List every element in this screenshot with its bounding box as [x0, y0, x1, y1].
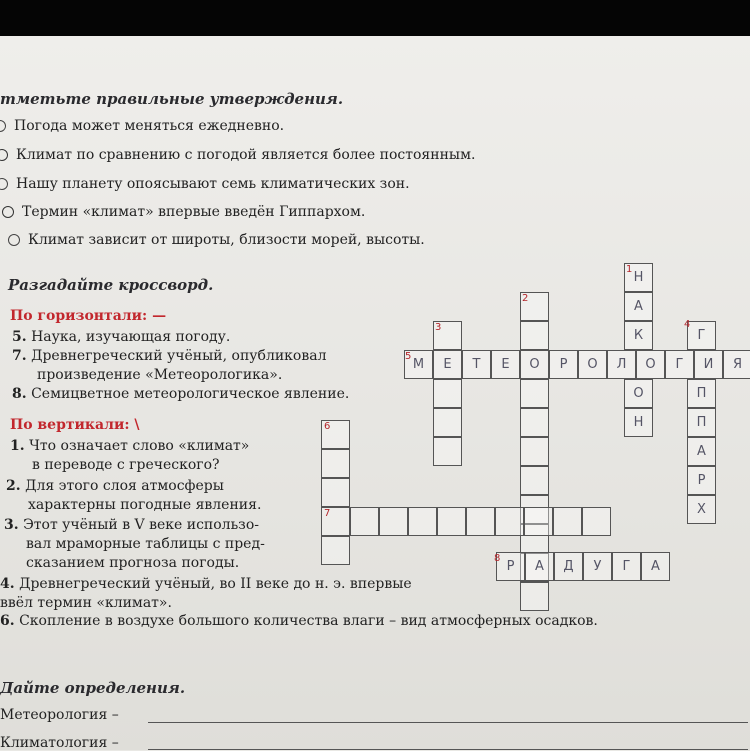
clue-number: 2 — [522, 293, 529, 304]
crossword-cell[interactable] — [321, 536, 350, 565]
crossword-cell[interactable]: Г — [612, 552, 641, 581]
definitions-heading: Дайте определения. — [0, 679, 186, 697]
clue: 2. Для этого слоя атмосферы — [6, 478, 224, 494]
clue-number: 6 — [324, 421, 331, 432]
clue-number: 1 — [626, 264, 633, 275]
definition-label: Климатология – — [0, 735, 119, 751]
crossword-cell[interactable] — [524, 507, 553, 536]
clue-number: 7 — [324, 508, 331, 519]
horizontal-title: По горизонтали: — — [10, 308, 167, 324]
clue-continued: сказанием прогноза погоды. — [26, 555, 240, 571]
crossword-cell[interactable]: К — [624, 321, 653, 350]
crossword-cell[interactable]: Г — [687, 321, 716, 350]
clue-number: 3 — [435, 322, 442, 333]
crossword-heading: Разгадайте кроссворд. — [8, 276, 214, 294]
crossword-cell[interactable]: О — [636, 350, 665, 379]
crossword-cell[interactable]: П — [687, 408, 716, 437]
crossword-cell[interactable] — [437, 507, 466, 536]
circle-icon[interactable] — [0, 178, 8, 190]
clue: 8. Семицветное метеорологическое явление. — [12, 386, 350, 402]
top-dark-strip — [0, 0, 750, 36]
crossword-cell[interactable]: Р — [549, 350, 578, 379]
crossword-cell[interactable]: Н — [624, 263, 653, 292]
clue-number: 4 — [684, 319, 691, 330]
crossword-cell[interactable]: Р — [687, 466, 716, 495]
crossword-cell[interactable]: И — [694, 350, 723, 379]
crossword-cell[interactable]: Н — [624, 408, 653, 437]
clue-continued: в переводе с греческого? — [32, 457, 220, 473]
crossword-cell[interactable]: А — [641, 552, 670, 581]
crossword-cell[interactable]: О — [578, 350, 607, 379]
crossword-cell[interactable] — [321, 449, 350, 478]
clue-continued: произведение «Метеорологика». — [37, 367, 283, 383]
clue-continued: характерны погодные явления. — [28, 497, 262, 513]
clue-number: 5 — [405, 351, 412, 362]
crossword-cell[interactable] — [553, 507, 582, 536]
statement-row[interactable] — [2, 204, 365, 220]
crossword-cell[interactable] — [495, 507, 524, 536]
clue: 5. Наука, изучающая погоду. — [12, 329, 231, 345]
checked-circle-icon[interactable] — [0, 149, 8, 161]
statement-row[interactable] — [0, 118, 284, 134]
crossword-cell[interactable] — [582, 507, 611, 536]
statement-text: Климат зависит от широты, близости морей, высоты. — [28, 232, 425, 248]
statements-heading: тметьте правильные утверждения. — [0, 90, 344, 108]
clue: 4. Древнегреческий учёный, во II веке до н. э. впервые — [0, 576, 412, 592]
crossword-cell[interactable]: А — [525, 552, 554, 581]
statement-text: Климат по сравнению с погодой является более постоянным. — [16, 147, 476, 163]
statement-row[interactable] — [8, 232, 425, 248]
crossword-cell[interactable] — [433, 408, 462, 437]
crossword-cell[interactable]: У — [583, 552, 612, 581]
checked-circle-icon[interactable] — [2, 206, 14, 218]
crossword-cell[interactable] — [466, 507, 495, 536]
crossword-cell[interactable]: Д — [554, 552, 583, 581]
crossword-cell[interactable] — [520, 408, 549, 437]
crossword-cell[interactable]: П — [687, 379, 716, 408]
crossword-cell[interactable]: Е — [491, 350, 520, 379]
crossword-cell[interactable]: А — [687, 437, 716, 466]
clue: 1. Что означает слово «климат» — [10, 438, 250, 454]
crossword-cell[interactable]: А — [624, 292, 653, 321]
crossword-cell[interactable]: М — [404, 350, 433, 379]
clue-number: 8 — [494, 553, 501, 564]
crossword-cell[interactable] — [520, 582, 549, 611]
definition-label: Метеорология – — [0, 707, 119, 723]
crossword-cell[interactable]: Р — [496, 552, 525, 581]
crossword-cell[interactable] — [433, 437, 462, 466]
circle-icon[interactable] — [0, 120, 6, 132]
crossword-cell[interactable] — [321, 478, 350, 507]
crossword-cell[interactable] — [520, 466, 549, 495]
crossword-cell[interactable] — [520, 437, 549, 466]
clue-continued: ввёл термин «климат». — [0, 595, 172, 611]
clue: 7. Древнегреческий учёный, опубликовал — [12, 348, 327, 364]
crossword-cell[interactable] — [433, 379, 462, 408]
vertical-title: По вертикали: \ — [10, 417, 140, 433]
crossword-cell[interactable]: Г — [665, 350, 694, 379]
crossword-cell[interactable] — [350, 507, 379, 536]
crossword-cell[interactable]: О — [520, 350, 549, 379]
statement-row[interactable] — [0, 176, 410, 192]
crossword-cell[interactable]: О — [624, 379, 653, 408]
circle-icon[interactable] — [8, 234, 20, 246]
crossword-cell[interactable]: Х — [687, 495, 716, 524]
crossword-cell[interactable]: Л — [607, 350, 636, 379]
crossword-cell[interactable]: Я — [723, 350, 750, 379]
answer-line[interactable] — [148, 722, 748, 723]
crossword-cell[interactable] — [379, 507, 408, 536]
statement-text: Термин «климат» впервые введён Гиппархом. — [22, 204, 366, 220]
clue-continued: вал мраморные таблицы с пред- — [26, 536, 265, 552]
statement-text: Погода может меняться ежедневно. — [14, 118, 285, 134]
statement-text: Нашу планету опоясывают семь климатических зон. — [16, 176, 410, 192]
crossword-cell[interactable]: Е — [433, 350, 462, 379]
crossword-cell[interactable] — [520, 321, 549, 350]
crossword-cell[interactable]: Т — [462, 350, 491, 379]
statement-row[interactable] — [0, 147, 475, 163]
crossword-cell[interactable] — [408, 507, 437, 536]
clue: 6. Скопление в воздухе большого количества влаги – вид атмосферных осадков. — [0, 613, 598, 629]
crossword-cell[interactable] — [520, 379, 549, 408]
clue: 3. Этот учёный в V веке использо- — [4, 517, 259, 533]
